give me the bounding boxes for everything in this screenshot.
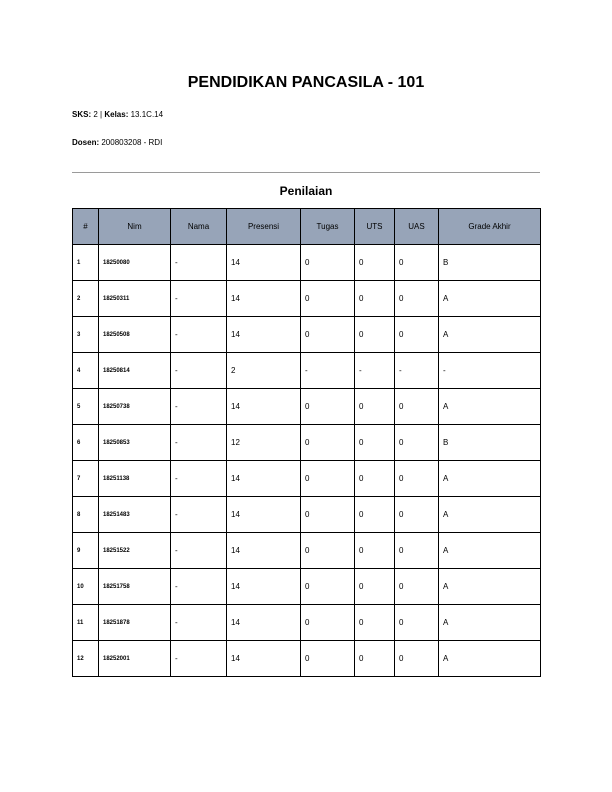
nama-cell: -	[171, 641, 227, 677]
tugas-cell: 0	[301, 425, 355, 461]
uas-cell: 0	[395, 461, 439, 497]
uas-cell: 0	[395, 389, 439, 425]
uts-cell: 0	[355, 425, 395, 461]
presensi-cell: 14	[227, 245, 301, 281]
tugas-cell: -	[301, 353, 355, 389]
presensi-cell: 2	[227, 353, 301, 389]
grade-cell: A	[439, 461, 541, 497]
row-number: 4	[73, 353, 99, 389]
table-row	[73, 281, 541, 317]
row-number: 3	[73, 317, 99, 353]
table-row	[73, 605, 541, 641]
grade-cell: A	[439, 641, 541, 677]
grade-cell: A	[439, 605, 541, 641]
grade-cell: A	[439, 317, 541, 353]
sks-value: 2	[93, 110, 98, 119]
presensi-cell: 14	[227, 389, 301, 425]
tugas-cell: 0	[301, 605, 355, 641]
kelas-label: Kelas:	[104, 110, 129, 119]
grade-cell: A	[439, 389, 541, 425]
grades-table	[72, 208, 541, 677]
presensi-cell: 14	[227, 569, 301, 605]
nama-cell: -	[171, 533, 227, 569]
kelas-value: 13.1C.14	[130, 110, 164, 119]
sks-label: SKS:	[72, 110, 92, 119]
table-body	[73, 245, 541, 677]
grade-cell: -	[439, 353, 541, 389]
tugas-cell: 0	[301, 533, 355, 569]
nama-cell: -	[171, 569, 227, 605]
nim-cell: 18250738	[99, 389, 171, 425]
uas-cell: 0	[395, 605, 439, 641]
grade-cell: B	[439, 425, 541, 461]
nim-cell: 18250311	[99, 281, 171, 317]
uas-cell: 0	[395, 533, 439, 569]
uas-cell: -	[395, 353, 439, 389]
grade-cell: A	[439, 497, 541, 533]
tugas-cell: 0	[301, 641, 355, 677]
uas-cell: 0	[395, 317, 439, 353]
table-row	[73, 425, 541, 461]
row-number: 10	[73, 569, 99, 605]
uts-cell: 0	[355, 461, 395, 497]
grade-cell: A	[439, 533, 541, 569]
nama-cell: -	[171, 605, 227, 641]
uts-cell: 0	[355, 605, 395, 641]
row-number: 5	[73, 389, 99, 425]
uas-cell: 0	[395, 641, 439, 677]
uts-cell: 0	[355, 389, 395, 425]
table-row	[73, 353, 541, 389]
col-uts-header: UTS	[355, 209, 395, 245]
col-uas-header: UAS	[395, 209, 439, 245]
nim-cell: 18250508	[99, 317, 171, 353]
row-number: 11	[73, 605, 99, 641]
uts-cell: 0	[355, 569, 395, 605]
uas-cell: 0	[395, 281, 439, 317]
presensi-cell: 12	[227, 425, 301, 461]
table-row	[73, 569, 541, 605]
nama-cell: -	[171, 281, 227, 317]
nama-cell: -	[171, 425, 227, 461]
nim-cell: 18251522	[99, 533, 171, 569]
col-nim-header: Nim	[99, 209, 171, 245]
col-number-header: #	[73, 209, 99, 245]
uas-cell: 0	[395, 569, 439, 605]
nim-cell: 18251878	[99, 605, 171, 641]
row-number: 12	[73, 641, 99, 677]
nama-cell: -	[171, 317, 227, 353]
divider	[72, 172, 540, 173]
uts-cell: -	[355, 353, 395, 389]
page-title: PENDIDIKAN PANCASILA - 101	[187, 74, 425, 91]
tugas-cell: 0	[301, 497, 355, 533]
uts-cell: 0	[355, 281, 395, 317]
section-title: Penilaian	[279, 184, 333, 198]
uas-cell: 0	[395, 245, 439, 281]
tugas-cell: 0	[301, 389, 355, 425]
col-grade-header: Grade Akhir	[439, 209, 541, 245]
col-presensi-header: Presensi	[227, 209, 301, 245]
row-number: 1	[73, 245, 99, 281]
table-row	[73, 533, 541, 569]
lecturer-info-line	[72, 138, 162, 147]
nim-cell: 18251483	[99, 497, 171, 533]
row-number: 8	[73, 497, 99, 533]
table-row	[73, 389, 541, 425]
row-number: 6	[73, 425, 99, 461]
col-tugas-header: Tugas	[301, 209, 355, 245]
table-row	[73, 641, 541, 677]
dosen-label: Dosen:	[72, 138, 100, 147]
row-number: 9	[73, 533, 99, 569]
nama-cell: -	[171, 461, 227, 497]
nim-cell: 18252001	[99, 641, 171, 677]
grade-cell: A	[439, 569, 541, 605]
table-row	[73, 497, 541, 533]
nim-cell: 18250814	[99, 353, 171, 389]
tugas-cell: 0	[301, 317, 355, 353]
uts-cell: 0	[355, 245, 395, 281]
presensi-cell: 14	[227, 533, 301, 569]
table-row	[73, 317, 541, 353]
presensi-cell: 14	[227, 497, 301, 533]
grade-cell: B	[439, 245, 541, 281]
course-info-line	[72, 110, 163, 119]
uts-cell: 0	[355, 317, 395, 353]
tugas-cell: 0	[301, 245, 355, 281]
presensi-cell: 14	[227, 605, 301, 641]
presensi-cell: 14	[227, 641, 301, 677]
nim-cell: 18251758	[99, 569, 171, 605]
nama-cell: -	[171, 353, 227, 389]
presensi-cell: 14	[227, 317, 301, 353]
table-header-row	[73, 209, 541, 245]
table-row	[73, 245, 541, 281]
nim-cell: 18250853	[99, 425, 171, 461]
uas-cell: 0	[395, 497, 439, 533]
nim-cell: 18251138	[99, 461, 171, 497]
tugas-cell: 0	[301, 461, 355, 497]
uas-cell: 0	[395, 425, 439, 461]
grade-cell: A	[439, 281, 541, 317]
nama-cell: -	[171, 497, 227, 533]
separator: |	[100, 110, 103, 119]
uts-cell: 0	[355, 497, 395, 533]
nama-cell: -	[171, 245, 227, 281]
row-number: 2	[73, 281, 99, 317]
tugas-cell: 0	[301, 569, 355, 605]
nim-cell: 18250080	[99, 245, 171, 281]
uts-cell: 0	[355, 641, 395, 677]
row-number: 7	[73, 461, 99, 497]
table-row	[73, 461, 541, 497]
presensi-cell: 14	[227, 281, 301, 317]
presensi-cell: 14	[227, 461, 301, 497]
col-nama-header: Nama	[171, 209, 227, 245]
tugas-cell: 0	[301, 281, 355, 317]
nama-cell: -	[171, 389, 227, 425]
uts-cell: 0	[355, 533, 395, 569]
dosen-value: 200803208 - RDI	[101, 138, 163, 147]
